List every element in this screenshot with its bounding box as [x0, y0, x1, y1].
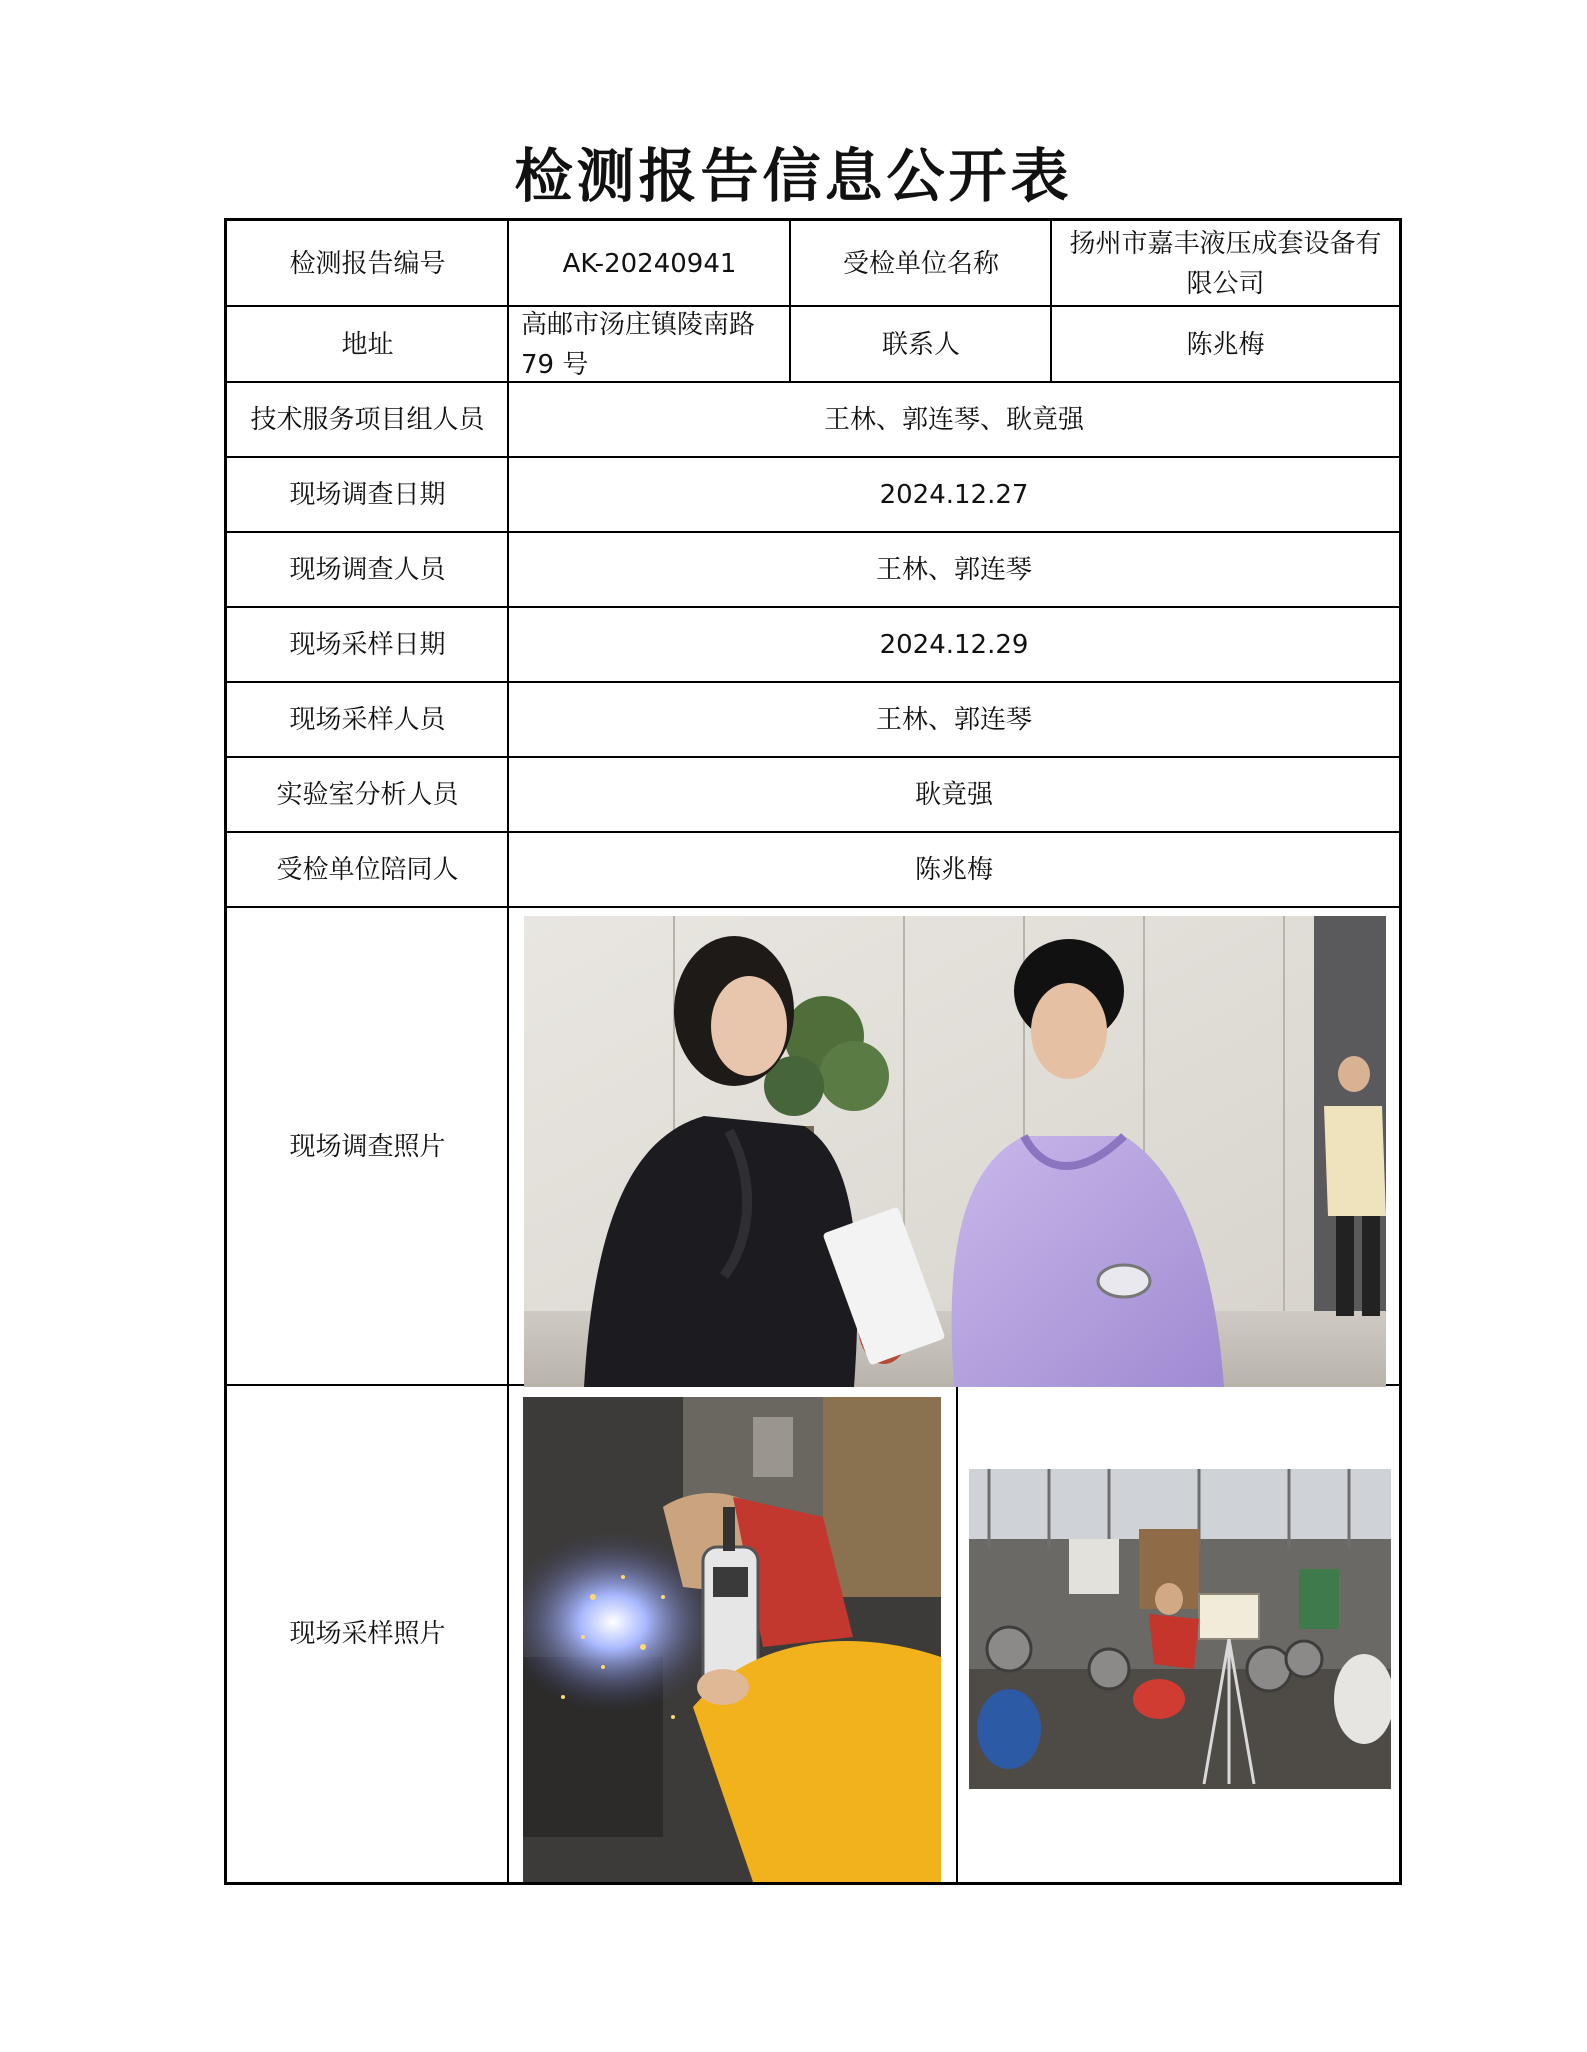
contact-value: 陈兆梅: [1186, 329, 1265, 360]
survey-photo: [524, 916, 1386, 1387]
address-value: 高邮市汤庄镇陵南路 79 号: [521, 309, 756, 380]
sampling-photo-workshop: [969, 1469, 1391, 1789]
contact-label: 联系人: [881, 329, 960, 360]
unit-name-label: 受检单位名称: [842, 248, 999, 279]
survey-staff-value: 王林、郭连琴: [875, 555, 1032, 585]
sampling-staff-value: 王林、郭连琴: [875, 705, 1032, 735]
sampling-photo-label: 现场采样照片: [289, 1619, 446, 1649]
survey-date-label: 现场调查日期: [289, 480, 446, 510]
survey-staff-label: 现场调查人员: [289, 555, 446, 585]
lab-staff-value: 耿竟强: [914, 780, 993, 810]
survey-date-value: 2024.12.27: [879, 480, 1029, 510]
page-title: 检测报告信息公开表: [514, 142, 1073, 210]
report-no-value: AK-20240941: [562, 248, 737, 279]
team-value: 王林、郭连琴、耿竟强: [823, 405, 1084, 435]
sampling-date-label: 现场采样日期: [289, 630, 446, 660]
lab-staff-label: 实验室分析人员: [276, 780, 459, 810]
report-no-label: 检测报告编号: [289, 248, 446, 279]
sampling-date-value: 2024.12.29: [879, 630, 1029, 660]
sampling-staff-label: 现场采样人员: [289, 705, 446, 735]
unit-name-value: 扬州市嘉丰液压成套设备有限公司: [1069, 228, 1382, 299]
team-label: 技术服务项目组人员: [250, 405, 485, 435]
address-label: 地址: [341, 329, 394, 360]
survey-photo-label: 现场调查照片: [289, 1131, 446, 1162]
sampling-photo-welding: [523, 1397, 941, 1882]
escort-value: 陈兆梅: [914, 855, 993, 885]
info-table: [224, 218, 1402, 1885]
escort-label: 受检单位陪同人: [276, 855, 459, 885]
